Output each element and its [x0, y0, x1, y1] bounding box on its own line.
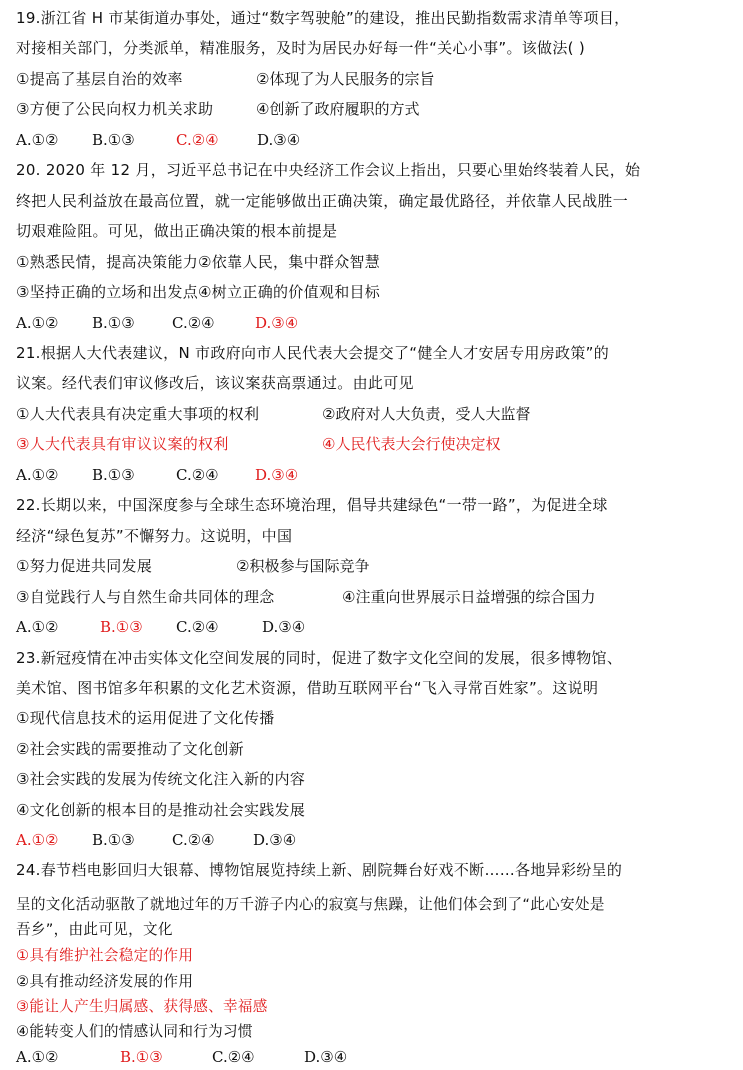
- choice-b-answer: B.①③: [120, 1048, 163, 1066]
- choice-c: C.②④: [212, 1048, 255, 1066]
- question-stem-line: 美术馆、图书馆多年积累的文化艺术资源，借助互联网平台“飞入寻常百姓家”。这说明: [16, 679, 599, 697]
- question-stem-line: 对接相关部门，分类派单，精准服务，及时为居民办好每一件“关心小事”。该做法( ): [16, 39, 586, 57]
- question-stem-line: 吾乡”，由此可见，文化: [16, 921, 173, 938]
- choice-a: A.①②: [16, 466, 59, 484]
- choice-a: A.①②: [16, 314, 59, 332]
- question-stem-line: 呈的文化活动驱散了就地过年的万千游子内心的寂寞与焦躁，让他们体会到了“此心安处是: [16, 896, 605, 913]
- statement-4: ④能转变人们的情感认同和行为习惯: [16, 1023, 253, 1040]
- statement-line: ②社会实践的需要推动了文化创新: [16, 740, 244, 758]
- statement-1-answer: ①具有维护社会稳定的作用: [16, 947, 194, 964]
- choice-b-answer: B.①③: [100, 618, 143, 636]
- statement-line: ①熟悉民情，提高决策能力②依靠人民，集中群众智慧: [16, 253, 381, 271]
- statement-3-answer: ③人大代表具有审议议案的权利: [16, 435, 229, 453]
- choice-c: C.②④: [176, 466, 219, 484]
- question-stem-line: 议案。经代表们审议修改后，该议案获高票通过。由此可见: [16, 374, 414, 392]
- choice-d-answer: D.③④: [255, 466, 299, 484]
- question-stem-line: 23.新冠疫情在冲击实体文化空间发展的同时，促进了数字文化空间的发展，很多博物馆、: [16, 649, 623, 667]
- choice-a: A.①②: [16, 618, 59, 636]
- statement-2: ②体现了为人民服务的宗旨: [256, 70, 435, 88]
- question-stem-line: 切艰难险阻。可见，做出正确决策的根本前提是: [16, 222, 338, 240]
- question-stem-line: 21.根据人大代表建议，N 市政府向市人民代表大会提交了“健全人才安居专用房政策”的: [16, 344, 609, 362]
- choice-c: C.②④: [172, 831, 215, 849]
- question-stem-line: 24.春节档电影回归大银幕、博物馆展览持续上新、剧院舞台好戏不断……各地异彩纷呈的: [16, 861, 623, 879]
- question-stem-line: 19.浙江省 H 市某街道办事处，通过“数字驾驶舱”的建设，推出民勤指数需求清单等项目，: [16, 9, 630, 27]
- choice-a-answer: A.①②: [16, 831, 59, 849]
- choice-a: A.①②: [16, 131, 59, 149]
- statement-1: ①提高了基层自治的效率: [16, 70, 183, 88]
- statement-4: ④创新了政府履职的方式: [256, 100, 420, 118]
- statement-line: ①现代信息技术的运用促进了文化传播: [16, 709, 275, 727]
- question-stem-line: 经济“绿色复苏”不懈努力。这说明，中国: [16, 527, 293, 545]
- choice-b: B.①③: [92, 831, 135, 849]
- choice-c-answer: C.②④: [176, 131, 219, 149]
- choice-d: D.③④: [262, 618, 306, 636]
- choice-c: C.②④: [172, 314, 215, 332]
- statement-line: ③社会实践的发展为传统文化注入新的内容: [16, 770, 306, 788]
- statement-3: ③自觉践行人与自然生命共同体的理念: [16, 588, 275, 606]
- choice-d: D.③④: [257, 131, 301, 149]
- question-stem-line: 22.长期以来，中国深度参与全球生态环境治理，倡导共建绿色“一带一路”，为促进全球: [16, 496, 608, 514]
- statement-line: ③坚持正确的立场和出发点④树立正确的价值观和目标: [16, 283, 381, 301]
- statement-2: ②积极参与国际竞争: [236, 557, 370, 575]
- statement-line: ④文化创新的根本目的是推动社会实践发展: [16, 801, 306, 819]
- choice-d-answer: D.③④: [255, 314, 299, 332]
- question-stem-line: 20. 2020 年 12 月，习近平总书记在中央经济工作会议上指出，只要心里始终装着人民，始: [16, 161, 641, 179]
- choice-b: B.①③: [92, 131, 135, 149]
- choice-d: D.③④: [304, 1048, 348, 1066]
- choice-d: D.③④: [253, 831, 297, 849]
- statement-1: ①人大代表具有决定重大事项的权利: [16, 405, 260, 423]
- choice-c: C.②④: [176, 618, 219, 636]
- statement-3: ③方便了公民向权力机关求助: [16, 100, 214, 118]
- statement-4-answer: ④人民代表大会行使决定权: [322, 435, 501, 453]
- statement-1: ①努力促进共同发展: [16, 557, 153, 575]
- choice-a: A.①②: [16, 1048, 59, 1066]
- choice-b: B.①③: [92, 466, 135, 484]
- statement-2: ②具有推动经济发展的作用: [16, 973, 194, 990]
- statement-3-answer: ③能让人产生归属感、获得感、幸福感: [16, 998, 268, 1015]
- choice-b: B.①③: [92, 314, 135, 332]
- question-stem-line: 终把人民利益放在最高位置，就一定能够做出正确决策，确定最优路径，并依靠人民战胜一: [16, 192, 629, 210]
- statement-4: ④注重向世界展示日益增强的综合国力: [342, 588, 596, 606]
- statement-2: ②政府对人大负责，受人大监督: [322, 405, 531, 423]
